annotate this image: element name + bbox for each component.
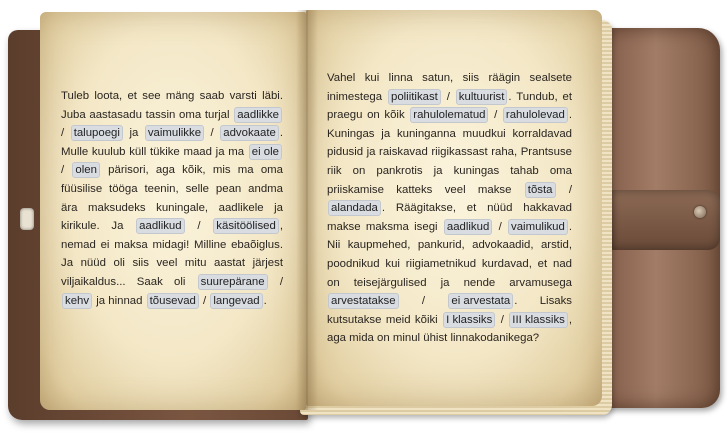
answer-option[interactable]: poliitikast — [388, 89, 441, 105]
answer-option[interactable]: ei ole — [249, 144, 282, 160]
story-text: Vahel kui linna satun, siis räägin sealsete inimestega — [327, 72, 572, 103]
answer-option[interactable]: I klassiks — [443, 312, 495, 328]
answer-option[interactable]: tõsta — [525, 182, 556, 198]
story-text: , nemad ei maksa midagi! Milline ebaõiglus. Ja nüüd oli siis veel mitu aastat järjest viljaikaldus... Saak oli — [61, 220, 283, 288]
clasp-icon — [20, 208, 34, 230]
story-text: / — [205, 127, 220, 140]
answer-option[interactable]: alandada — [328, 200, 381, 216]
answer-option[interactable]: langevad — [210, 293, 262, 309]
answer-option[interactable]: olen — [72, 162, 100, 178]
story-text: ja hinnad — [93, 294, 146, 307]
story-text: . Mulle kuulub küll tükike maad ja ma — [61, 127, 283, 158]
answer-option[interactable]: käsitöölised — [213, 218, 279, 234]
story-text: pärisori, aga kõik, mis ma oma füüsilise tööga teenin, selle pean andma ära maksudeks kuningale, aadlikele ja kirikule. Ja — [61, 164, 283, 233]
story-text: . — [263, 294, 267, 307]
answer-option[interactable]: vaimulikke — [145, 125, 204, 141]
answer-option[interactable]: rahulolevad — [503, 107, 568, 123]
answer-option[interactable]: aadlikud — [444, 219, 492, 235]
answer-option[interactable]: rahulolematud — [410, 107, 488, 123]
left-page-text — [61, 87, 283, 310]
answer-option[interactable]: tõusevad — [147, 293, 199, 309]
stud-icon — [694, 206, 706, 218]
story-text: , aga mida on minul ühist linnakodanikega? — [327, 313, 573, 345]
answer-option[interactable]: aadlikke — [234, 107, 282, 123]
story-text: . Lisaks kutsutakse meid kõiki — [327, 295, 572, 326]
answer-option[interactable]: advokaate — [220, 125, 279, 141]
answer-option[interactable]: suurepärane — [198, 274, 268, 290]
answer-option[interactable]: arvestatakse — [328, 293, 399, 309]
answer-option[interactable]: III klassiks — [509, 312, 568, 328]
right-page-text — [327, 69, 572, 348]
story-text: . Nii kaupmehed, pankurid, advokaadid, arstid, poodnikud kui riigiametnikud kurdavad, et nad on teisejärgulised ja nende arvamusega — [327, 220, 573, 289]
answer-option[interactable]: talupoegi — [71, 125, 123, 141]
story-text: / — [489, 109, 502, 122]
story-text: / — [268, 275, 283, 288]
answer-option[interactable]: kultuurist — [456, 89, 508, 105]
answer-option[interactable]: ei arvestata — [448, 293, 513, 309]
story-text: / — [441, 90, 455, 103]
story-text: / — [496, 313, 509, 326]
story-text: / — [493, 220, 508, 233]
story-text: / — [399, 295, 448, 308]
story-text: / — [556, 183, 572, 196]
story-text: . Tundub, et praegu on kõik — [327, 90, 573, 122]
answer-option[interactable]: aadlikud — [136, 218, 184, 234]
story-text: . Räägitakse, et nüüd hakkavad makse maksma isegi — [327, 202, 572, 233]
answer-option[interactable]: vaimulikud — [508, 219, 568, 235]
story-text: / — [61, 127, 70, 140]
story-text: / — [61, 164, 72, 177]
book-leather-strap — [610, 190, 720, 250]
book-gutter — [296, 10, 318, 410]
story-text: Tuleb loota, et see mäng saab varsti läbi. Juba aastasadu tassin oma turjal — [61, 90, 283, 121]
story-text: / — [199, 294, 210, 307]
story-text: / — [185, 220, 213, 233]
story-text: ja — [123, 127, 144, 140]
answer-option[interactable]: kehv — [62, 293, 92, 309]
story-text: . Kuningas ja kuninganna muudkui korraldavad pidusid ja raiskavad riigikassast raha, Prantsuse riik on pankrotis ja kuningas tahab oma priiskamise katteks veel makse — [327, 109, 572, 196]
